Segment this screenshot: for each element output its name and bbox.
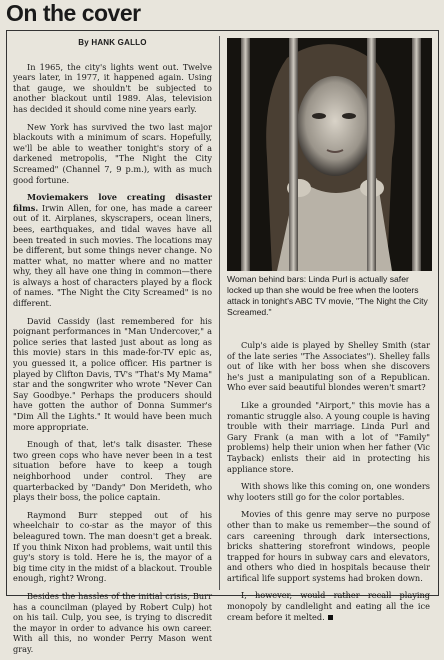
paragraph: Raymond Burr stepped out of his wheelchair to co-star as the mayor of this beleagured town. The man doesn't get a break. If you think Nixon had problems, wait until this guy's story is told. Here he is, the mayor of a big time city in the midst of a blackout. Trouble enough, right? Wrong. [13,509,212,584]
paragraph: Culp's aide is played by Shelley Smith (star of the late series "The Associates"). Shelley falls out of like with her boss when she discovers he's just a manipulating son of a Republican. Who ever said beautiful blondes weren't smart? [227,340,430,393]
paragraph: Enough of that, let's talk disaster. These two green cops who have never been in a test situation before have to keep a tough neighborhood under control. They are quarterbacked by "Dandy" Don Merideth, who plays their boss, the police captain. [13,439,212,503]
column-divider [219,36,220,590]
photo-caption: Woman behind bars: Linda Purl is actually safer locked up than she would be free when the looters attack in tonight's ABC TV movie, "The Night the City Screamed." [227,274,428,317]
paragraph: Like a grounded "Airport," this movie has a romantic struggle also. A young couple is having trouble with their marriage. Linda Purl and Gary Frank (a man with a lot of "Family" problems) help their union when her father (Vic Tayback) enlists their aid in protecting his appliance store. [227,399,430,474]
paragraph: I, however, would rather recall playing monopoly by candlelight and eating all the ice cream before it melted. [227,590,430,622]
paragraph: New York has survived the two last major blackouts with a minimum of scars. Hopefully, we'll be able to weather tonight's story of a darkened metropolis, "The Night the City Screamed" (Channel 7, 9 p.m.), with as much good fortune. [13,121,212,185]
right-column [227,340,430,628]
section-title: On the cover [6,0,141,26]
end-mark [328,615,333,620]
paragraph: Moviemakers love creating disaster films. Irwin Allen, for one, has made a career out of it. Airplanes, skyscrapers, ocean liners, bees, earthquakes, and tidal waves have all been treated in such movies. The locations may be different, but some things never change. No matter what, no matter where and no matter why, they all have one thing in common—there is always a host of characters played by a flock of names. "The Night the City Screamed" is no different. [13,192,212,309]
woman-behind-bars-photo [227,38,432,271]
paragraph: In 1965, the city's lights went out. Twelve years later, in 1977, it happened again. Using that gauge, we shouldn't be subjected to another blackout until 1989. Alas, television has decided it should come nine years early. [13,61,212,114]
cover-photo [227,38,432,271]
paragraph: Besides the hassles of the initial crisis, Burr has a councilman (played by Robert Culp) hot on his tail. Culp, you see, is trying to discredit the mayor in order to advance his own career. With all this, no wonder Perry Mason went gray. [13,590,212,654]
paragraph: Movies of this genre may serve no purpose other than to make us remember—the sound of cars careening through dark intersections, bricks shattering storefront windows, people trapped for hours in subway cars and elevators, and others who died in hospitals because their artifical life support systems had broken down. [227,509,430,583]
byline: By HANK GALLO [78,38,147,47]
paragraph: David Cassidy (last remembered for his poignant performances in "Man Undercover," a police series that lasted just about as long as this movie) stars in this made-for-TV epic as, you guessed it, a police officer. His partner is played by Clifton Davis, TV's "That's My Mama" star and the songwriter who wrote "Never Can Say Goodbye." Perhaps the producers should have gotten the author of Donna Summer's "Dim All the Lights." It would have been much more appropriate. [13,315,212,432]
paragraph: With shows like this coming on, one wonders why looters still go for the color portables. [227,481,430,502]
left-column [13,38,212,660]
